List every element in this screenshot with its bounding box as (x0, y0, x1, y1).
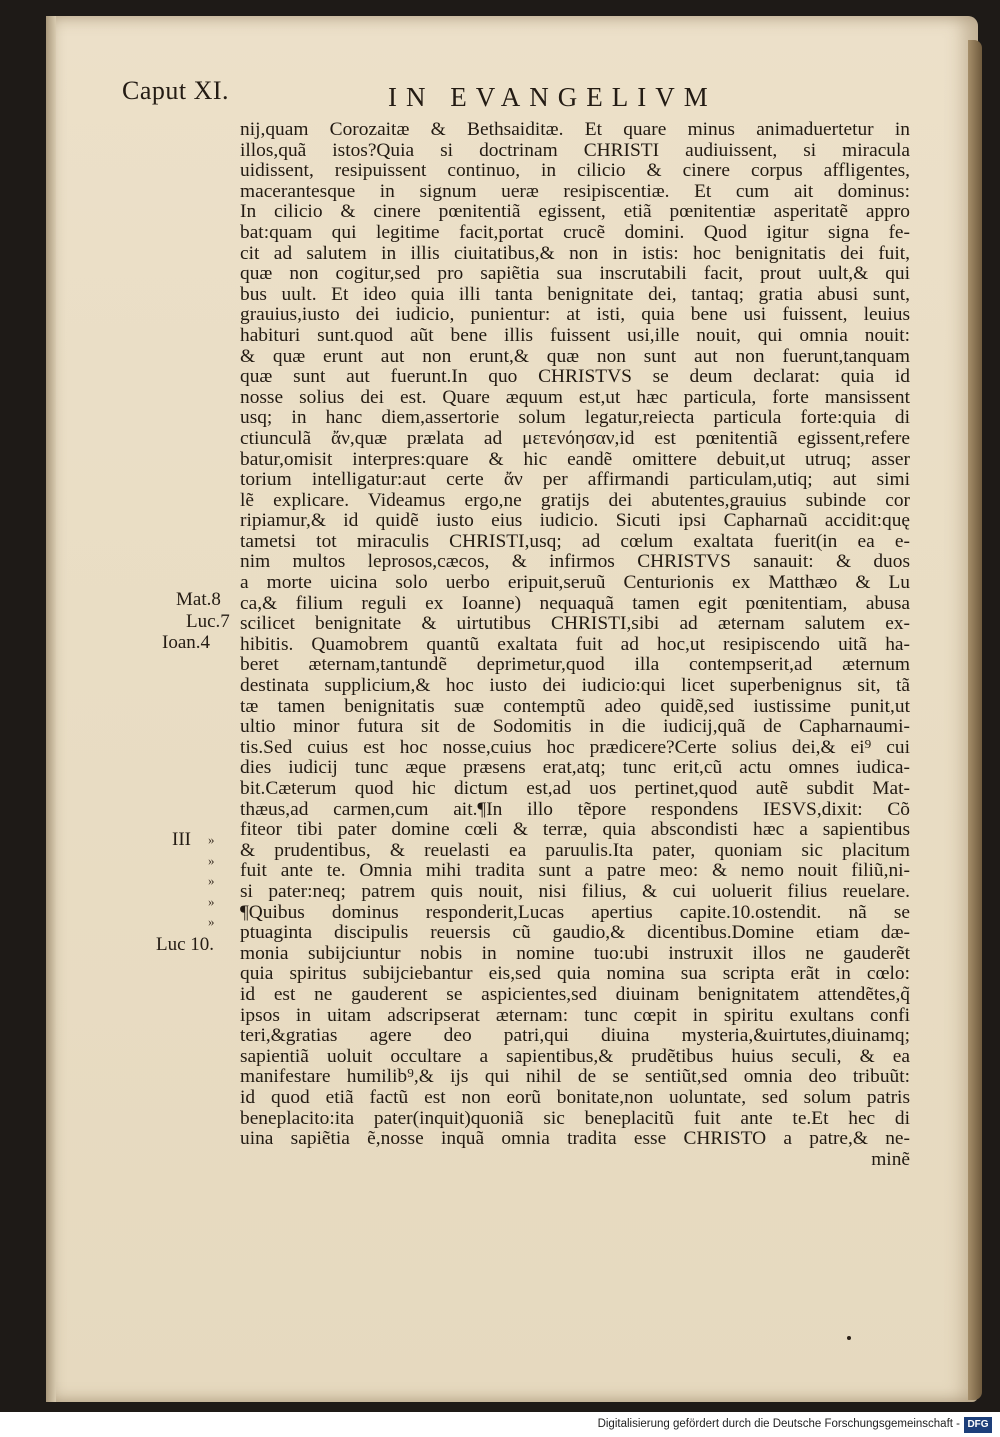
margin-note-ioan: Ioan.4 (162, 632, 211, 653)
text-line: ca,& filium reguli ex Ioanne) nequaquã tamen egit pœnitentiam, abusa (240, 593, 910, 614)
text-line: tis.Sed cuius est hoc nosse,cuius hoc prædicere?Certe solius dei,& ei⁹ cui (240, 737, 910, 758)
quote-mark: » (208, 893, 215, 909)
text-line: cit ad salutem in illis ciuitatibus,& non in istis: hoc benignitatis dei fuit, (240, 243, 910, 264)
text-line: tametsi tot miraculis CHRISTI,usq; ad cœlum exaltata fuerit(in ea e- (240, 531, 910, 552)
text-line: scilicet benignitate & uirtutibus CHRISTI,sibi ad æternam salutem ex- (240, 614, 910, 635)
text-line: bit.Cæterum quod hic dictum est,ad uos pertinet,quod autẽ subdit Mat- (240, 779, 910, 799)
text-line: uidissent, resipuissent continuo, in cilicio & cinere corpus affligentes, (240, 161, 910, 182)
text-line: ptuaginta discipulis reuersis cũ gaudio,& dicentibus.Domine etiam dæ- (240, 923, 910, 944)
quote-mark: » (208, 873, 215, 889)
text-line: torium intelligatur:aut certe ἄν per affirmandi particulam,utiq; aut simi (240, 470, 910, 491)
dfg-logo: DFG (964, 1417, 992, 1433)
text-line: habituri sunt.quod aũt bene illis fuissent usi,ille nouit, qui omnia nouit: (240, 325, 910, 346)
text-line: nosse solius dei est. Quare æquum est,ut hæc particula, forte mansissent (240, 387, 910, 408)
text-line: fiteor tibi pater domine cœli & terræ, quia abscondisti hæc a sapientibus (240, 820, 910, 841)
page-gutter (46, 16, 56, 1402)
text-line: monia subijciuntur nobis in nomine tuo:ubi instruxit illos ne gauderẽt (240, 943, 910, 964)
text-line: lẽ explicare. Videamus ergo,ne gratijs dei abutentes,grauius subinde cor (240, 490, 910, 511)
running-head-chapter: Caput XI. (122, 76, 230, 105)
text-line: & prudentibus, & reuelasti ea paruulis.Ita pater, quoniam sic placitum (240, 840, 910, 861)
text-line: macerantesque in signum ueræ resipiscentiæ. Et cum ait dominus: (240, 181, 910, 202)
text-line: illos,quã istos?Quia si doctrinam CHRISTI audiuissent, si miracula (240, 140, 910, 161)
text-line: nim multos leprosos,cæcos, & infirmos CHRISTVS sanauit: & duos (240, 552, 910, 573)
text-line: destinata supplicium,& hoc iusto dei iudicio:qui licet superbenignus sit, tã (240, 676, 910, 697)
text-line: uina sapiẽtia ẽ,nosse inquã omnia tradita esse CHRISTO a patre,& ne- (240, 1129, 910, 1150)
funding-credit: Digitalisierung gefördert durch die Deutsche Forschungsgemeinschaft - (597, 1418, 960, 1430)
text-line: usq; in hanc diem,assertorie solum legatur,reiecta particula forte:quia di (240, 408, 910, 429)
ink-speck (847, 1336, 851, 1340)
text-line: dies iudicij tunc æque præsens erat,atq; tunc erit,cũ actu omnes iudica- (240, 758, 910, 779)
main-text-block (240, 120, 910, 1170)
footer-bar (0, 1416, 1000, 1437)
text-line: quia spiritus subijciebantur eis,sed quia nomina sua scripta erãt in cœlo: (240, 964, 910, 985)
text-line: si pater:neq; patrem quis nouit, nisi filius, & cui uoluerit filius reuelare. (240, 881, 910, 902)
text-line: batur,omisit interpres:quare & hic eandẽ omittere debuit,ut utruq; asser (240, 449, 910, 470)
quotation-marks-column (208, 830, 215, 933)
running-head-title: IN EVANGELIVM (388, 82, 717, 112)
text-line: beneplacito:ita pater(inquit)quoniã sic beneplacitũ fuit ante te.Et hec di (240, 1108, 910, 1129)
page-fore-edge (968, 40, 982, 1400)
text-line: & quæ erunt aut non erunt,& quæ non sunt aut non fuerunt,tanquam (240, 346, 910, 367)
text-line: ipsos in uitam adscripserat æternam: tunc cœpit in spiritu exultans confi (240, 1005, 910, 1026)
text-line: nij,quam Corozaitæ & Bethsaiditæ. Et quare minus animaduertetur in (240, 120, 910, 140)
text-line: quæ non cogitur,sed pro sapiẽtia sua inscrutabili facit, prout uult,& qui (240, 264, 910, 285)
text-line: manifestare humilib⁹,& ijs qui nihil de se sentiũt,sed omnia deo tribuũt: (240, 1067, 910, 1088)
text-line: beret æternam,tantundẽ deprimetur,quod illa contempserit,ad æternum (240, 655, 910, 676)
text-line: In cilicio & cinere pœnitentiã egissent, etiã pœnitentiæ asperitatẽ appro (240, 202, 910, 223)
quote-mark: » (208, 914, 215, 930)
text-line: ultio minor futura sit de Sodomitis in die iudicij,quã de Capharnaumi- (240, 717, 910, 738)
text-line: thæus,ad carmen,cum ait.¶In illo tẽpore respondens IESVS,dixit: Cõ (240, 799, 910, 820)
text-line: id quod etiã factũ est non eorũ bonitate,non uoluntate, sed solum patris (240, 1087, 910, 1108)
catchword: minẽ (871, 1149, 910, 1170)
text-line: ripiamur,& id quidẽ iusto eius iudicio. Sicuti ipsi Capharnaũ accidit:quę (240, 511, 910, 532)
text-line: hibitis. Quamobrem quantũ exaltata fuit ad hoc,ut resipiscendo uitã ha- (240, 634, 910, 655)
text-line: fuit ante te. Omnia mihi tradita sunt a patre meo: & nemo nouit filiũ,ni- (240, 861, 910, 882)
text-line: bus uult. Et ideo quia illi tanta benignitate dei, tantaq; gratia abusi sunt, (240, 284, 910, 305)
margin-note-luc7: Luc.7 (186, 611, 230, 632)
margin-note-luc10: Luc 10. (156, 934, 215, 955)
margin-note-mat: Mat.8 (176, 589, 221, 610)
text-line: quæ sunt aut fuerunt.In quo CHRISTVS se deum declarat: quia id (240, 367, 910, 388)
margin-note-iii: III (172, 829, 191, 850)
quote-mark: » (208, 852, 215, 868)
text-line: teri,&gratias agere deo patri,qui diuina mysteria,&uirtutes,diuinamq; (240, 1026, 910, 1047)
text-line: id est ne gauderent se aspicientes,sed diuinam benignitatem attendẽtes,q̃ (240, 984, 910, 1005)
text-line: a morte uicina solo uerbo eripuit,seruũ Centurionis ex Matthæo & Lu (240, 573, 910, 594)
quote-mark: » (208, 832, 215, 847)
text-line: sapientiã uoluit occultare a sapientibus,& prudẽtibus huius seculi, & ea (240, 1046, 910, 1067)
text-line: bat:quam qui legitime facit,portat crucẽ domini. Quod igitur signa fe- (240, 222, 910, 243)
text-line: ¶Quibus dominus responderit,Lucas apertius capite.10.ostendit. nã se (240, 902, 910, 923)
text-line: ctiunculã ἄν,quæ prælata ad μετενόησαν,id est pœnitentiã egissent,refere (240, 428, 910, 449)
text-line: tæ tamen benignitatis suæ contemptũ adeo quidẽ,sed iustissime punit,ut (240, 696, 910, 717)
text-line: grauius,iusto dei iudicio, punientur: at isti, quia bene usi fuissent, leuius (240, 305, 910, 326)
